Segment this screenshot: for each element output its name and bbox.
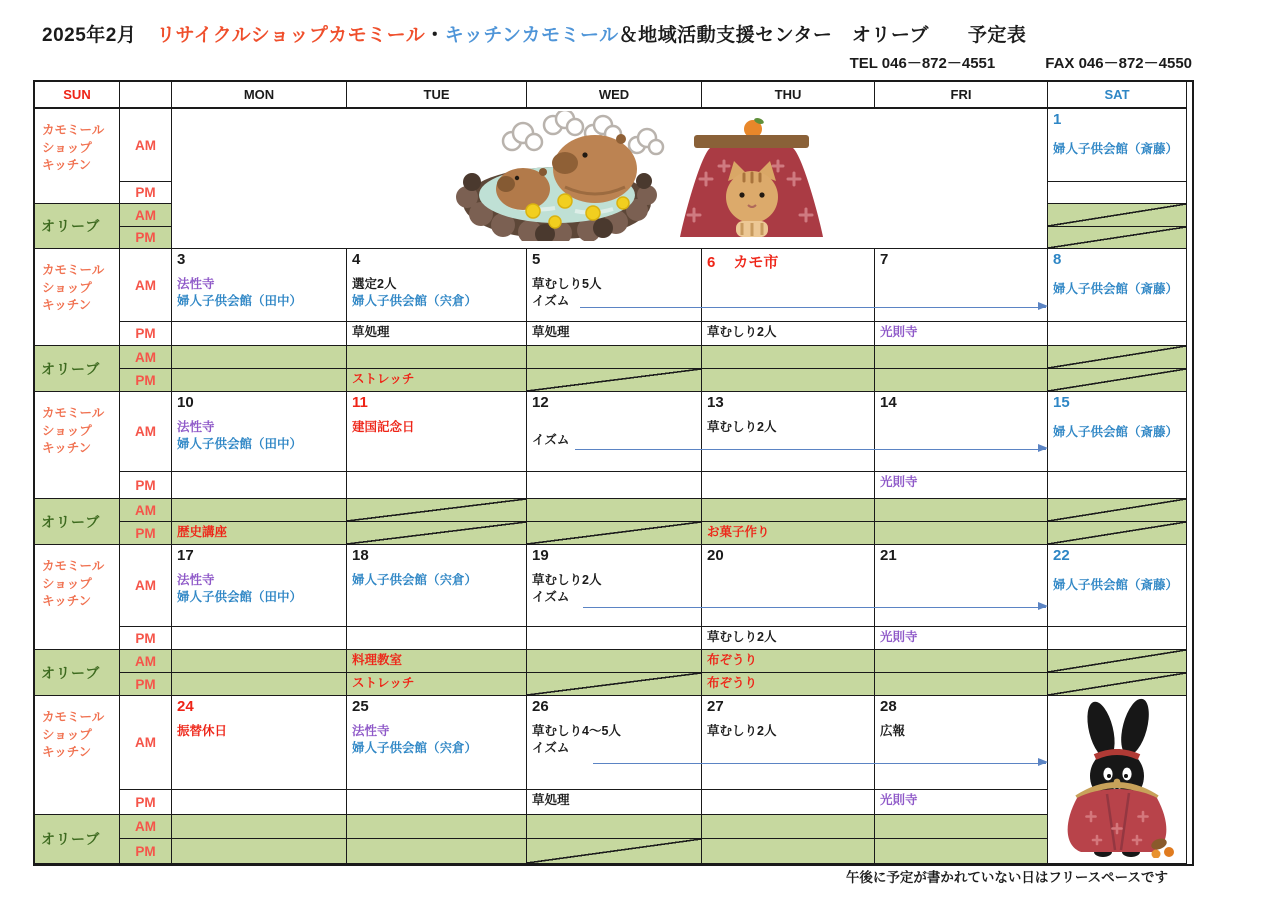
- date-line: [707, 698, 869, 715]
- olive-cell-pm-thu: [702, 369, 875, 392]
- date-number: 4: [352, 251, 361, 268]
- olive-cell-am-wed: [527, 815, 702, 839]
- event-text: 婦人子供会館（宍倉）: [352, 573, 478, 588]
- day-cell-am-mon: [172, 392, 347, 472]
- header-mon: MON: [172, 82, 347, 109]
- day-cell-am-sat: [1048, 109, 1187, 182]
- olive-cell-pm-tue: [347, 839, 527, 864]
- event-text: 光則寺: [880, 793, 918, 807]
- olive-cell-am-wed: [527, 650, 702, 673]
- day-cell-am-tue: [347, 545, 527, 627]
- rabbit-illustration: [1055, 696, 1179, 863]
- pm-row-label: PM: [120, 322, 172, 346]
- day-cell-pm-mon: [172, 322, 347, 346]
- date-line: [352, 394, 521, 411]
- olive-cell-am-mon: [172, 650, 347, 673]
- footer-note: 午後に予定が書かれていない日はフリースペースです: [845, 870, 1168, 885]
- day-cell-pm-fri: [875, 322, 1048, 346]
- week-continuation-arrow: [593, 763, 1046, 764]
- week-continuation-arrow: [575, 449, 1046, 450]
- event-text: 布ぞうり: [707, 676, 758, 690]
- date-number: 12: [532, 394, 549, 411]
- day-cell-pm-mon: [172, 790, 347, 815]
- day-cell-pm-wed: [527, 627, 702, 650]
- olive-cell-am-tue: [347, 346, 527, 369]
- page-title: [42, 20, 1026, 47]
- chamomile-label-line: カモミール: [42, 406, 105, 420]
- olive-cell-pm-wed: [527, 369, 702, 392]
- title-month: 2025年2月: [42, 25, 137, 46]
- event-text: 婦人子供会館（宍倉）: [352, 293, 478, 308]
- week-row-3: [35, 392, 1192, 545]
- event-text: 草処理: [532, 325, 570, 339]
- olive-cell-am-wed: [527, 346, 702, 369]
- date-number: 18: [352, 547, 369, 564]
- event-text: 法性寺: [352, 724, 390, 739]
- day-cell-am-fri: [875, 696, 1048, 790]
- olive-pm-label: PM: [120, 839, 172, 864]
- day-cell-am-sat: [1048, 392, 1187, 472]
- week-row-2: [35, 249, 1192, 392]
- day-cell-pm-wed: [527, 790, 702, 815]
- day-cell-pm-tue: [347, 322, 527, 346]
- date-line: [177, 394, 341, 411]
- date-number: 27: [707, 698, 724, 715]
- week1-illustration-area: [172, 109, 1048, 249]
- date-line: [352, 698, 521, 715]
- olive-cell-pm-thu: [702, 522, 875, 545]
- title-kitchen-name: キッチンカモミール: [444, 25, 619, 46]
- kotatsu-cat-illustration: [654, 117, 839, 244]
- date-line: [177, 547, 341, 564]
- am-row-label: AM: [120, 109, 172, 182]
- chamomile-row-label: [35, 249, 120, 346]
- olive-cell-pm-sat: [1048, 227, 1187, 249]
- event-text: 法性寺: [177, 573, 215, 588]
- event-text: 婦人子供会館（斎藤）: [1053, 282, 1179, 297]
- event-text: イズム: [532, 589, 570, 604]
- day-cell-pm-thu: [702, 627, 875, 650]
- date-line: [352, 251, 521, 268]
- olive-cell-am-fri: [875, 815, 1048, 839]
- event-text: 草むしり2人: [707, 420, 777, 435]
- event-text: ストレッチ: [352, 372, 415, 386]
- date-number: 1: [1053, 111, 1062, 128]
- olive-row-label: オリーブ: [35, 346, 120, 392]
- date-number: 24: [177, 698, 194, 715]
- date-line: [532, 394, 696, 411]
- day-cell-am-fri: [875, 545, 1048, 627]
- day-cell-am-fri: [875, 392, 1048, 472]
- olive-cell-pm-fri: [875, 839, 1048, 864]
- week-row-5: [35, 696, 1192, 864]
- event-text: 布ぞうり: [707, 653, 758, 667]
- olive-cell-pm-fri: [875, 673, 1048, 696]
- date-line: [1053, 251, 1181, 268]
- date-line: [1053, 111, 1181, 128]
- header-tue: TUE: [347, 82, 527, 109]
- olive-pm-label: PM: [120, 673, 172, 696]
- day-cell-pm-tue: [347, 627, 527, 650]
- date-event-label: カモ市: [733, 254, 779, 271]
- date-number: 19: [532, 547, 549, 564]
- date-line: [880, 698, 1042, 715]
- olive-cell-pm-tue: [347, 673, 527, 696]
- rabbit-illustration-cell: [1048, 696, 1187, 864]
- tel-number: TEL 046－872－4551: [849, 55, 996, 72]
- event-text: 料理教室: [352, 653, 403, 667]
- olive-cell-pm-fri: [875, 369, 1048, 392]
- olive-cell-pm-mon: [172, 522, 347, 545]
- date-number: 17: [177, 547, 194, 564]
- date-line: [1053, 394, 1181, 411]
- day-cell-pm-sat: [1048, 322, 1187, 346]
- olive-row-label: オリーブ: [35, 499, 120, 545]
- week-row-1: [35, 109, 1192, 249]
- olive-cell-pm-wed: [527, 839, 702, 864]
- date-number: 22: [1053, 547, 1070, 564]
- event-text: イズム: [532, 740, 570, 755]
- chamomile-label-line: カモミール: [42, 710, 105, 724]
- day-cell-am-mon: [172, 696, 347, 790]
- event-text: 歴史講座: [177, 525, 228, 539]
- schedule-calendar: [33, 80, 1194, 866]
- chamomile-label-line: ショップ: [42, 140, 92, 155]
- event-text: 草むしり5人: [532, 277, 602, 292]
- olive-cell-am-sat: [1048, 650, 1187, 673]
- date-line: [177, 698, 341, 715]
- day-cell-pm-fri: [875, 627, 1048, 650]
- day-cell-am-wed: [527, 249, 702, 322]
- chamomile-row-label: [35, 696, 120, 815]
- day-cell-am-sat: [1048, 545, 1187, 627]
- date-line: [880, 251, 1042, 268]
- date-number: 11: [352, 394, 368, 411]
- date-number: 3: [177, 251, 186, 268]
- day-cell-am-thu: [702, 696, 875, 790]
- title-tail: ＆地域活動支援センター オリーブ 予定表: [618, 25, 1027, 46]
- am-row-label: AM: [120, 545, 172, 627]
- event-text: 草むしり2人: [707, 630, 777, 644]
- day-cell-am-tue: [347, 249, 527, 322]
- day-cell-am-sat: [1048, 249, 1187, 322]
- day-cell-am-tue: [347, 392, 527, 472]
- date-number: 15: [1053, 394, 1070, 411]
- olive-cell-am-mon: [172, 815, 347, 839]
- olive-cell-pm-mon: [172, 673, 347, 696]
- date-line: [707, 547, 869, 564]
- event-text: 振替休日: [177, 724, 228, 739]
- day-cell-pm-thu: [702, 322, 875, 346]
- title-shop-name: リサイクルショップカモミール: [156, 25, 426, 46]
- pm-row-label: PM: [120, 627, 172, 650]
- event-text: 建国記念日: [352, 420, 415, 435]
- olive-cell-am-sat: [1048, 346, 1187, 369]
- chamomile-label-line: キッチン: [42, 745, 92, 759]
- event-text: 婦人子供会館（斎藤）: [1053, 142, 1179, 157]
- chamomile-label-line: ショップ: [42, 576, 92, 591]
- date-number: 6: [707, 254, 716, 271]
- day-cell-pm-wed: [527, 472, 702, 499]
- event-text: イズム: [532, 433, 570, 448]
- date-number: 28: [880, 698, 897, 715]
- olive-cell-am-thu: [702, 346, 875, 369]
- date-number: 8: [1053, 251, 1062, 268]
- chamomile-row-label: [35, 545, 120, 650]
- event-text: ストレッチ: [352, 676, 415, 690]
- date-number: 14: [880, 394, 897, 411]
- olive-cell-pm-sat: [1048, 522, 1187, 545]
- chamomile-label-line: ショップ: [42, 280, 92, 295]
- week-continuation-arrow: [580, 307, 1046, 308]
- day-cell-am-wed: [527, 696, 702, 790]
- olive-cell-pm-fri: [875, 522, 1048, 545]
- olive-am-label: AM: [120, 204, 172, 227]
- date-line: [880, 547, 1042, 564]
- event-text: 選定2人: [352, 277, 397, 292]
- day-cell-pm-thu: [702, 472, 875, 499]
- olive-cell-pm-sat: [1048, 369, 1187, 392]
- date-line: [880, 394, 1042, 411]
- event-text: 草むしり4～5人: [532, 724, 621, 739]
- day-cell-pm-sat: [1048, 472, 1187, 499]
- day-cell-am-thu: [702, 545, 875, 627]
- am-row-label: AM: [120, 392, 172, 472]
- event-text: 草処理: [532, 793, 570, 807]
- olive-cell-am-sat: [1048, 499, 1187, 522]
- olive-cell-am-thu: [702, 499, 875, 522]
- event-text: 草むしり2人: [707, 325, 777, 339]
- event-text: 草むしり2人: [707, 724, 777, 739]
- olive-row-label: オリーブ: [35, 815, 120, 864]
- event-text: 草処理: [352, 325, 390, 339]
- olive-cell-am-thu: [702, 815, 875, 839]
- contact-info: [850, 52, 1192, 73]
- olive-am-label: AM: [120, 499, 172, 522]
- olive-cell-am-mon: [172, 499, 347, 522]
- header-thu: THU: [702, 82, 875, 109]
- olive-am-label: AM: [120, 346, 172, 369]
- date-number: 7: [880, 251, 889, 268]
- date-line: [532, 251, 696, 268]
- day-cell-am-mon: [172, 545, 347, 627]
- chamomile-row-label: [35, 392, 120, 499]
- olive-cell-am-tue: [347, 650, 527, 673]
- olive-am-label: AM: [120, 815, 172, 839]
- olive-cell-pm-sat: [1048, 673, 1187, 696]
- date-number: 5: [532, 251, 541, 268]
- olive-cell-pm-tue: [347, 369, 527, 392]
- day-cell-pm-fri: [875, 472, 1048, 499]
- header-wed: WED: [527, 82, 702, 109]
- day-cell-pm-mon: [172, 627, 347, 650]
- day-cell-pm-mon: [172, 472, 347, 499]
- day-cell-am-thu: [702, 392, 875, 472]
- olive-row-label: オリーブ: [35, 204, 120, 249]
- olive-cell-pm-mon: [172, 839, 347, 864]
- event-text: 草むしり2人: [532, 573, 602, 588]
- pm-row-label: PM: [120, 790, 172, 815]
- olive-cell-am-wed: [527, 499, 702, 522]
- chamomile-label-line: キッチン: [42, 441, 92, 455]
- header-sun: SUN: [35, 82, 120, 109]
- olive-cell-pm-tue: [347, 522, 527, 545]
- date-line: [352, 547, 521, 564]
- title-separator: ・: [425, 25, 445, 46]
- chamomile-label-line: キッチン: [42, 158, 92, 172]
- date-line: [707, 394, 869, 411]
- olive-pm-label: PM: [120, 369, 172, 392]
- olive-cell-pm-thu: [702, 839, 875, 864]
- chamomile-label-line: カモミール: [42, 263, 105, 277]
- date-line: [707, 251, 869, 272]
- date-number: 21: [880, 547, 897, 564]
- chamomile-label-line: キッチン: [42, 594, 92, 608]
- pm-row-label: PM: [120, 472, 172, 499]
- header-sat: SAT: [1048, 82, 1187, 109]
- event-text: 婦人子供会館（田中）: [177, 293, 303, 308]
- event-text: 婦人子供会館（斎藤）: [1053, 425, 1179, 440]
- am-row-label: AM: [120, 249, 172, 322]
- event-text: 婦人子供会館（宍倉）: [352, 740, 478, 755]
- date-number: 13: [707, 394, 724, 411]
- day-cell-pm-tue: [347, 472, 527, 499]
- event-text: 婦人子供会館（田中）: [177, 589, 303, 604]
- event-text: お菓子作り: [707, 525, 770, 539]
- event-text: 法性寺: [177, 420, 215, 435]
- olive-am-label: AM: [120, 650, 172, 673]
- weekday-header-row: [35, 82, 1192, 109]
- olive-cell-pm-wed: [527, 673, 702, 696]
- week-continuation-arrow: [583, 607, 1046, 608]
- date-number: 26: [532, 698, 549, 715]
- date-number: 10: [177, 394, 194, 411]
- olive-cell-am-thu: [702, 650, 875, 673]
- chamomile-row-label: [35, 109, 120, 204]
- olive-row-label: オリーブ: [35, 650, 120, 696]
- olive-cell-am-mon: [172, 346, 347, 369]
- day-cell-am-fri: [875, 249, 1048, 322]
- day-cell-am-wed: [527, 392, 702, 472]
- olive-pm-label: PM: [120, 227, 172, 249]
- week-row-4: [35, 545, 1192, 696]
- chamomile-label-line: ショップ: [42, 727, 92, 742]
- date-line: [177, 251, 341, 268]
- event-text: 婦人子供会館（斎藤）: [1053, 578, 1179, 593]
- event-text: 光則寺: [880, 630, 918, 644]
- day-cell-pm-thu: [702, 790, 875, 815]
- date-line: [532, 698, 696, 715]
- event-text: 法性寺: [177, 277, 215, 292]
- day-cell-pm-fri: [875, 790, 1048, 815]
- date-line: [532, 547, 696, 564]
- pm-row-label: PM: [120, 182, 172, 204]
- am-row-label: AM: [120, 696, 172, 790]
- event-text: 光則寺: [880, 475, 918, 489]
- date-number: 20: [707, 547, 724, 564]
- day-cell-pm-sat: [1048, 627, 1187, 650]
- chamomile-label-line: ショップ: [42, 423, 92, 438]
- olive-cell-am-fri: [875, 650, 1048, 673]
- day-cell-pm-wed: [527, 322, 702, 346]
- day-cell-am-thu: [702, 249, 875, 322]
- chamomile-label-line: カモミール: [42, 123, 105, 137]
- date-number: 25: [352, 698, 369, 715]
- day-cell-am-mon: [172, 249, 347, 322]
- day-cell-am-wed: [527, 545, 702, 627]
- chamomile-label-line: キッチン: [42, 298, 92, 312]
- olive-pm-label: PM: [120, 522, 172, 545]
- date-line: [1053, 547, 1181, 564]
- olive-cell-am-sat: [1048, 204, 1187, 227]
- olive-cell-am-tue: [347, 499, 527, 522]
- event-text: 広報: [880, 724, 906, 739]
- olive-cell-pm-thu: [702, 673, 875, 696]
- day-cell-am-tue: [347, 696, 527, 790]
- olive-cell-am-fri: [875, 346, 1048, 369]
- header-spacer: [120, 82, 172, 109]
- olive-cell-am-tue: [347, 815, 527, 839]
- olive-cell-pm-mon: [172, 369, 347, 392]
- olive-cell-am-fri: [875, 499, 1048, 522]
- day-cell-pm-tue: [347, 790, 527, 815]
- event-text: 光則寺: [880, 325, 918, 339]
- event-text: イズム: [532, 293, 570, 308]
- day-cell-pm-sat: [1048, 182, 1187, 204]
- fax-number: FAX 046－872－4550: [1045, 55, 1192, 72]
- chamomile-label-line: カモミール: [42, 559, 105, 573]
- olive-cell-pm-wed: [527, 522, 702, 545]
- event-text: 婦人子供会館（田中）: [177, 436, 303, 451]
- header-fri: FRI: [875, 82, 1048, 109]
